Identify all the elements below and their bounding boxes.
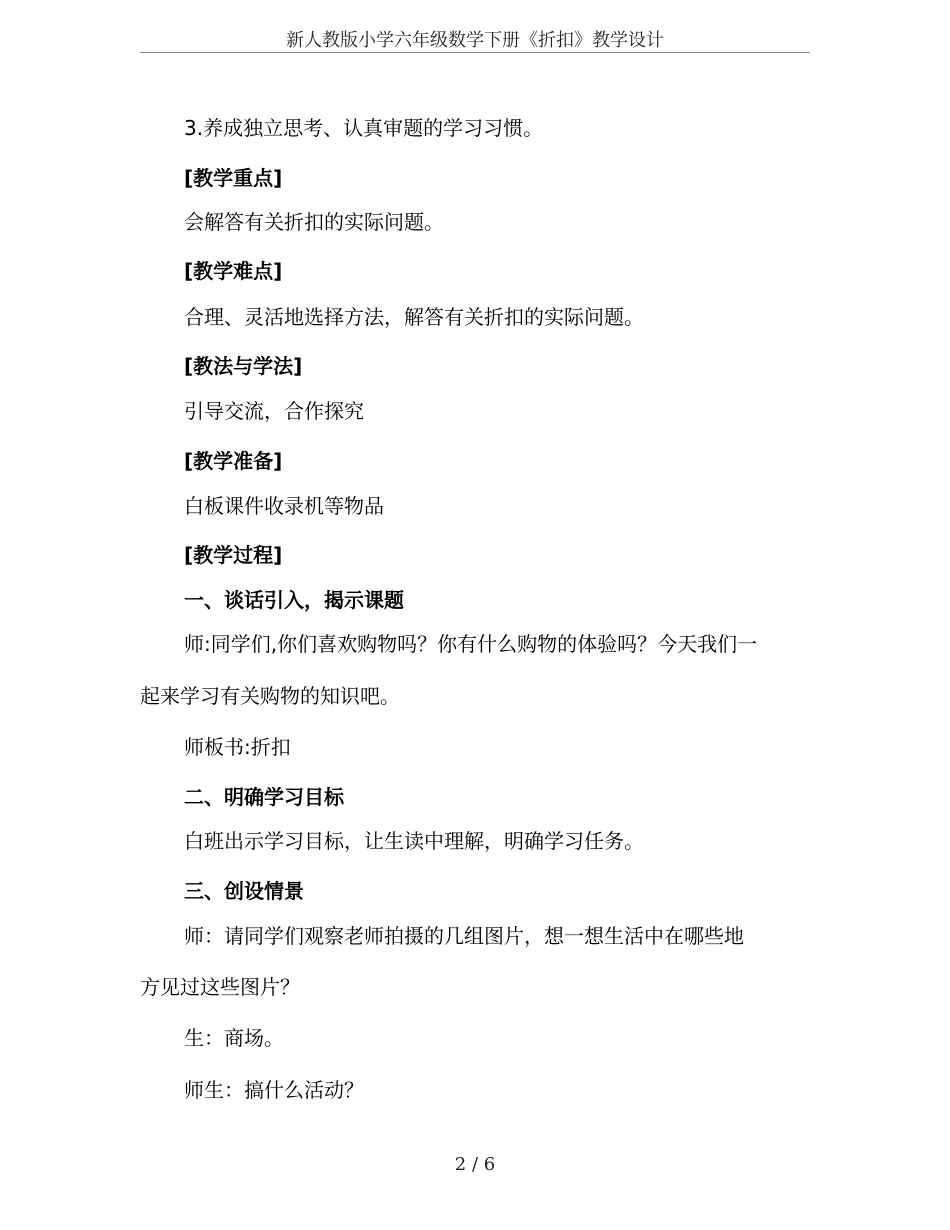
section-2-paragraph: 白班出示学习目标，让生读中理解，明确学习任务。 [184,829,644,853]
page-number: 2 / 6 [454,1154,496,1175]
section-2-heading: 二、明确学习目标 [184,785,344,809]
heading-key-points: [教学重点] [184,166,283,190]
objective-3: 3.养成独立思考、认真审题的学习习惯。 [184,116,544,140]
heading-difficulties: [教学难点] [184,259,283,283]
section-1-heading: 一、谈话引入，揭示课题 [184,588,404,612]
section-3-heading: 三、创设情景 [184,879,304,903]
section-1-paragraph-continued: 起来学习有关购物的知识吧。 [140,684,400,708]
teacher-student-dialogue: 师生：搞什么活动？ [184,1078,364,1102]
page-footer [0,1154,950,1176]
document-title: 新人教版小学六年级数学下册《折扣》教学设计 [286,30,664,51]
heading-process: [教学过程] [184,543,283,567]
heading-preparation: [教学准备] [184,449,283,473]
section-3-paragraph: 师：请同学们观察老师拍摄的几组图片，想一想生活中在哪些地 [184,924,744,948]
methods-text: 引导交流，合作探究 [184,399,364,423]
preparation-text: 白板课件收录机等物品 [184,494,384,518]
student-reply: 生：商场。 [184,1026,284,1050]
difficulties-text: 合理、灵活地选择方法，解答有关折扣的实际问题。 [184,305,644,329]
key-points-text: 会解答有关折扣的实际问题。 [184,210,444,234]
page-header [140,30,810,53]
board-writing: 师板书:折扣 [184,735,291,759]
heading-methods: [教法与学法] [184,354,303,378]
section-3-paragraph-continued: 方见过这些图片？ [140,975,300,999]
section-1-paragraph: 师:同学们,你们喜欢购物吗？你有什么购物的体验吗？今天我们一 [184,632,758,656]
